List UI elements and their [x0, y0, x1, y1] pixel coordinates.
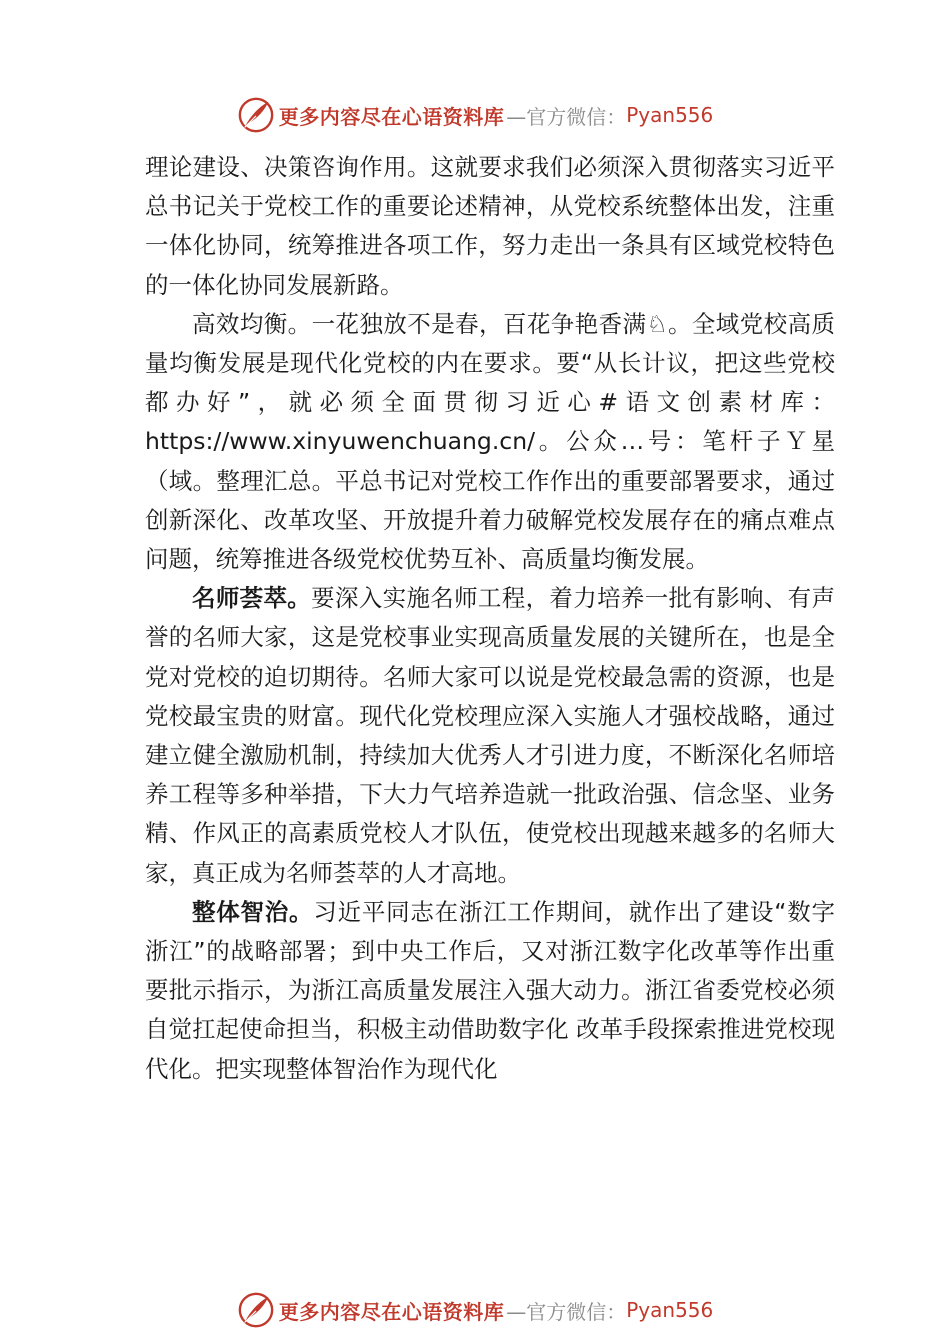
paragraph-4-lead: 整体智治。	[192, 897, 314, 926]
paragraph-4	[145, 893, 835, 1089]
header-banner	[0, 95, 950, 135]
quill-logo-icon	[237, 1291, 275, 1329]
paragraph-3-lead: 名师荟萃。	[192, 584, 312, 613]
paragraph-3-text: 要深入实施名师工程，着力培养一批有影响、有声誉的名师大家，这是党校事业实现高质量发展的关键所在，也是全党对党校的迫切期待。名师大家可以说是党校最急需的资源，也是党校最宝贵的财富。现代化党校理应深入实施人才强校战略，通过建立健全激励机制，持续加大优秀人才引进力度，不断深化名师培养工程等多种举措，下大力气培养造就一批政治强、信念坚、业务精、作风正的高素质党校人才队伍，使党校出现越来越多的名师大家，真正成为名师荟萃的人才高地。	[145, 584, 836, 887]
header-wechat-id: Pyan556	[626, 103, 714, 127]
footer-wechat-id: Pyan556	[626, 1298, 714, 1322]
paragraph-3	[145, 579, 835, 893]
paragraph-1: 理论建设、决策咨询作用。这就要求我们必须深入贯彻落实习近平总书记关于党校工作的重要论述精神，从党校系统整体出发，注重一体化协同，统筹推进各项工作，努力走出一条具有区域党校特色的一体化协同发展新路。	[145, 153, 835, 299]
header-wechat-label: —官方微信：	[506, 104, 627, 129]
footer-wechat-label: —官方微信：	[506, 1299, 627, 1324]
header-site-name: 更多内容尽在心语资料库	[278, 104, 505, 129]
quill-logo-icon	[237, 96, 275, 134]
paragraph-4-text: 习近平同志在浙江工作期间，就作出了建设“数字浙江”的战略部署；到中央工作后，又对浙江数字化改革等作出重要批示指示，为浙江高质量发展注入强大动力。浙江省委党校必须自觉扛起使命担当，积极主动借助数字化 改革手段探索推进党校现代化。把实现整体智治作为现代化	[145, 897, 835, 1083]
footer-site-name: 更多内容尽在心语资料库	[278, 1299, 505, 1324]
document-body	[145, 148, 835, 1089]
footer-banner	[0, 1290, 950, 1330]
paragraph-2: 高效均衡。一花独放不是春，百花争艳香满♘。全域党校高质量均衡发展是现代化党校的内在要求。要“从长计议，把这些党校都办好”，就必须全面贯彻习近心#语文创素材库：https://www.xinyuwenchuang.cn/。公众…号：笔杆子Ｙ星（域。整理汇总。平总书记对党校工作作出的重要部署要求，通过创新深化、改革攻坚、开放提升着力破解党校发展存在的痛点难点问题，统筹推进各级党校优势互补、高质量均衡发展。	[145, 309, 835, 574]
